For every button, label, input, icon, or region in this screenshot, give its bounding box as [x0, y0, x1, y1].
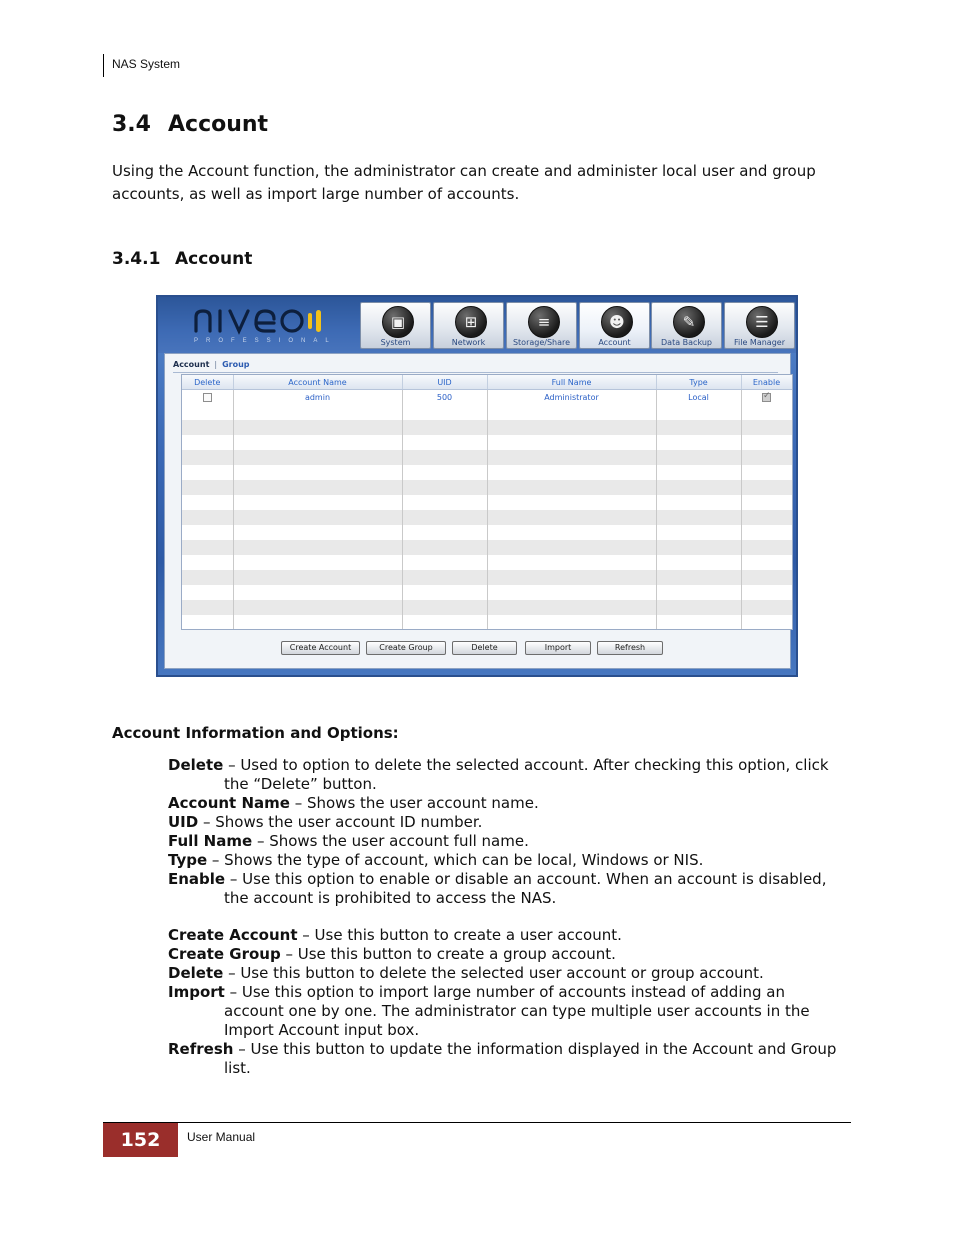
account-panel [162, 353, 792, 673]
col-header-account-name[interactable]: Account Name [233, 375, 402, 390]
logo-subtitle: PROFESSIONAL [194, 338, 337, 344]
subsection-number: 3.4.1 [112, 249, 161, 269]
delete-cell [182, 390, 233, 406]
table-row [182, 540, 792, 555]
info-heading: Account Information and Options: [112, 724, 399, 742]
col-header-full-name[interactable]: Full Name [487, 375, 656, 390]
footer-rule [103, 1122, 851, 1123]
definition-desc: – Shows the user account ID number. [198, 813, 483, 831]
definition-term: Import [168, 983, 225, 1001]
definition-item [168, 851, 848, 870]
type-cell: Local [656, 390, 741, 406]
nav-label: Network [451, 338, 486, 347]
table-row [182, 525, 792, 540]
definition-term: Refresh [168, 1040, 234, 1058]
account-screenshot [156, 295, 798, 677]
definition-item [168, 1040, 848, 1078]
table-row [182, 600, 792, 615]
nav-system[interactable] [360, 302, 431, 349]
table-header-row [182, 375, 792, 390]
subsection-heading [112, 249, 252, 269]
table-row [182, 450, 792, 465]
col-header-enable[interactable]: Enable [741, 375, 792, 390]
tab-group[interactable]: Group [222, 360, 250, 369]
delete-checkbox[interactable] [203, 393, 212, 402]
col-header-delete[interactable]: Delete [182, 375, 233, 390]
definition-desc: – Shows the type of account, which can be local, Windows or NIS. [207, 851, 704, 869]
table-row [182, 555, 792, 570]
nav-label: File Manager [734, 338, 785, 347]
definition-desc: – Use this button to update the information displayed in the Account and Group list. [224, 1040, 837, 1077]
definition-item [168, 983, 848, 1040]
account-panel-body [164, 353, 791, 669]
table-row [182, 510, 792, 525]
create-group-button[interactable]: Create Group [366, 641, 446, 655]
definition-item [168, 964, 848, 983]
definition-term: Full Name [168, 832, 253, 850]
definition-desc: – Shows the user account full name. [252, 832, 529, 850]
definition-desc: – Use this option to import large number of accounts instead of adding an account one by one. The administrator can type multiple user accounts in the Import Account input box. [224, 983, 810, 1039]
system-icon: ▣ [382, 306, 414, 338]
storage-icon: ≡ [528, 306, 560, 338]
definition-term: UID [168, 813, 199, 831]
definition-list [168, 756, 848, 1078]
backup-icon: ✎ [673, 306, 705, 338]
account-grid [182, 375, 793, 630]
definition-desc: – Used to option to delete the selected account. After checking this option, click the “Delete” button. [223, 756, 829, 793]
refresh-button[interactable]: Refresh [597, 641, 663, 655]
tab-account[interactable]: Account [173, 360, 210, 369]
tab-bar [173, 360, 250, 369]
definition-desc: – Use this option to enable or disable an account. When an account is disabled, the account is prohibited to access the NAS. [224, 870, 827, 907]
file-manager-icon: ☰ [746, 306, 778, 338]
enable-cell [741, 390, 792, 406]
col-header-uid[interactable]: UID [402, 375, 487, 390]
section-intro: Using the Account function, the administrator can create and administer local user and group accounts, as well as import large number of accounts. [112, 162, 816, 203]
definition-desc: – Use this button to create a user account. [297, 926, 622, 944]
create-account-button[interactable]: Create Account [281, 641, 360, 655]
definition-desc: – Shows the user account name. [289, 794, 539, 812]
col-header-type[interactable]: Type [656, 375, 741, 390]
nav-network[interactable] [433, 302, 504, 349]
account-name-cell: admin [233, 390, 402, 406]
section-heading [112, 112, 268, 137]
nav-file-manager[interactable] [724, 302, 795, 349]
account-table [181, 374, 793, 630]
nav-label: Data Backup [661, 338, 712, 347]
table-row [182, 420, 792, 435]
enable-checkbox[interactable] [762, 393, 771, 402]
network-icon: ⊞ [455, 306, 487, 338]
import-button[interactable]: Import [525, 641, 591, 655]
definition-item [168, 870, 848, 908]
definition-item [168, 926, 848, 945]
nav-data-backup[interactable] [651, 302, 722, 349]
header-rule [103, 54, 104, 77]
definition-term: Type [168, 851, 208, 869]
footer-label: User Manual [187, 1130, 256, 1144]
definition-term: Delete [168, 964, 224, 982]
definition-item [168, 813, 848, 832]
table-row [182, 435, 792, 450]
definition-desc: – Use this button to delete the selected user account or group account. [223, 964, 764, 982]
nav-label: System [380, 338, 411, 347]
table-row [182, 585, 792, 600]
full-name-cell: Administrator [487, 390, 656, 406]
definition-item [168, 945, 848, 964]
running-header: NAS System [112, 57, 181, 71]
table-row [182, 495, 792, 510]
definition-item [168, 832, 848, 851]
nas-top-bar [158, 297, 796, 353]
nav-label: Account [598, 338, 631, 347]
delete-button[interactable]: Delete [452, 641, 517, 655]
table-row [182, 570, 792, 585]
tab-divider [173, 372, 778, 373]
definition-item [168, 794, 848, 813]
nav-storage-share[interactable] [506, 302, 577, 349]
nav-label: Storage/Share [512, 338, 571, 347]
uid-cell: 500 [402, 390, 487, 406]
table-row [182, 615, 792, 630]
definition-desc: – Use this button to create a group account. [280, 945, 616, 963]
table-row [182, 405, 792, 420]
nav-account[interactable] [579, 302, 650, 349]
account-icon: ☻ [601, 306, 633, 338]
table-row [182, 465, 792, 480]
definition-term: Delete [168, 756, 224, 774]
table-row[interactable] [182, 390, 792, 406]
table-row [182, 480, 792, 495]
definition-term: Enable [168, 870, 226, 888]
page-number: 152 [103, 1123, 178, 1157]
tab-separator: | [214, 360, 218, 369]
subsection-title: Account [175, 249, 253, 269]
definition-term: Create Group [168, 945, 281, 963]
section-number: 3.4 [112, 112, 151, 137]
definition-item [168, 756, 848, 794]
definition-term: Create Account [168, 926, 298, 944]
definition-term: Account Name [168, 794, 290, 812]
niveo-logo-mark [192, 305, 352, 337]
section-title: Account [168, 112, 269, 137]
